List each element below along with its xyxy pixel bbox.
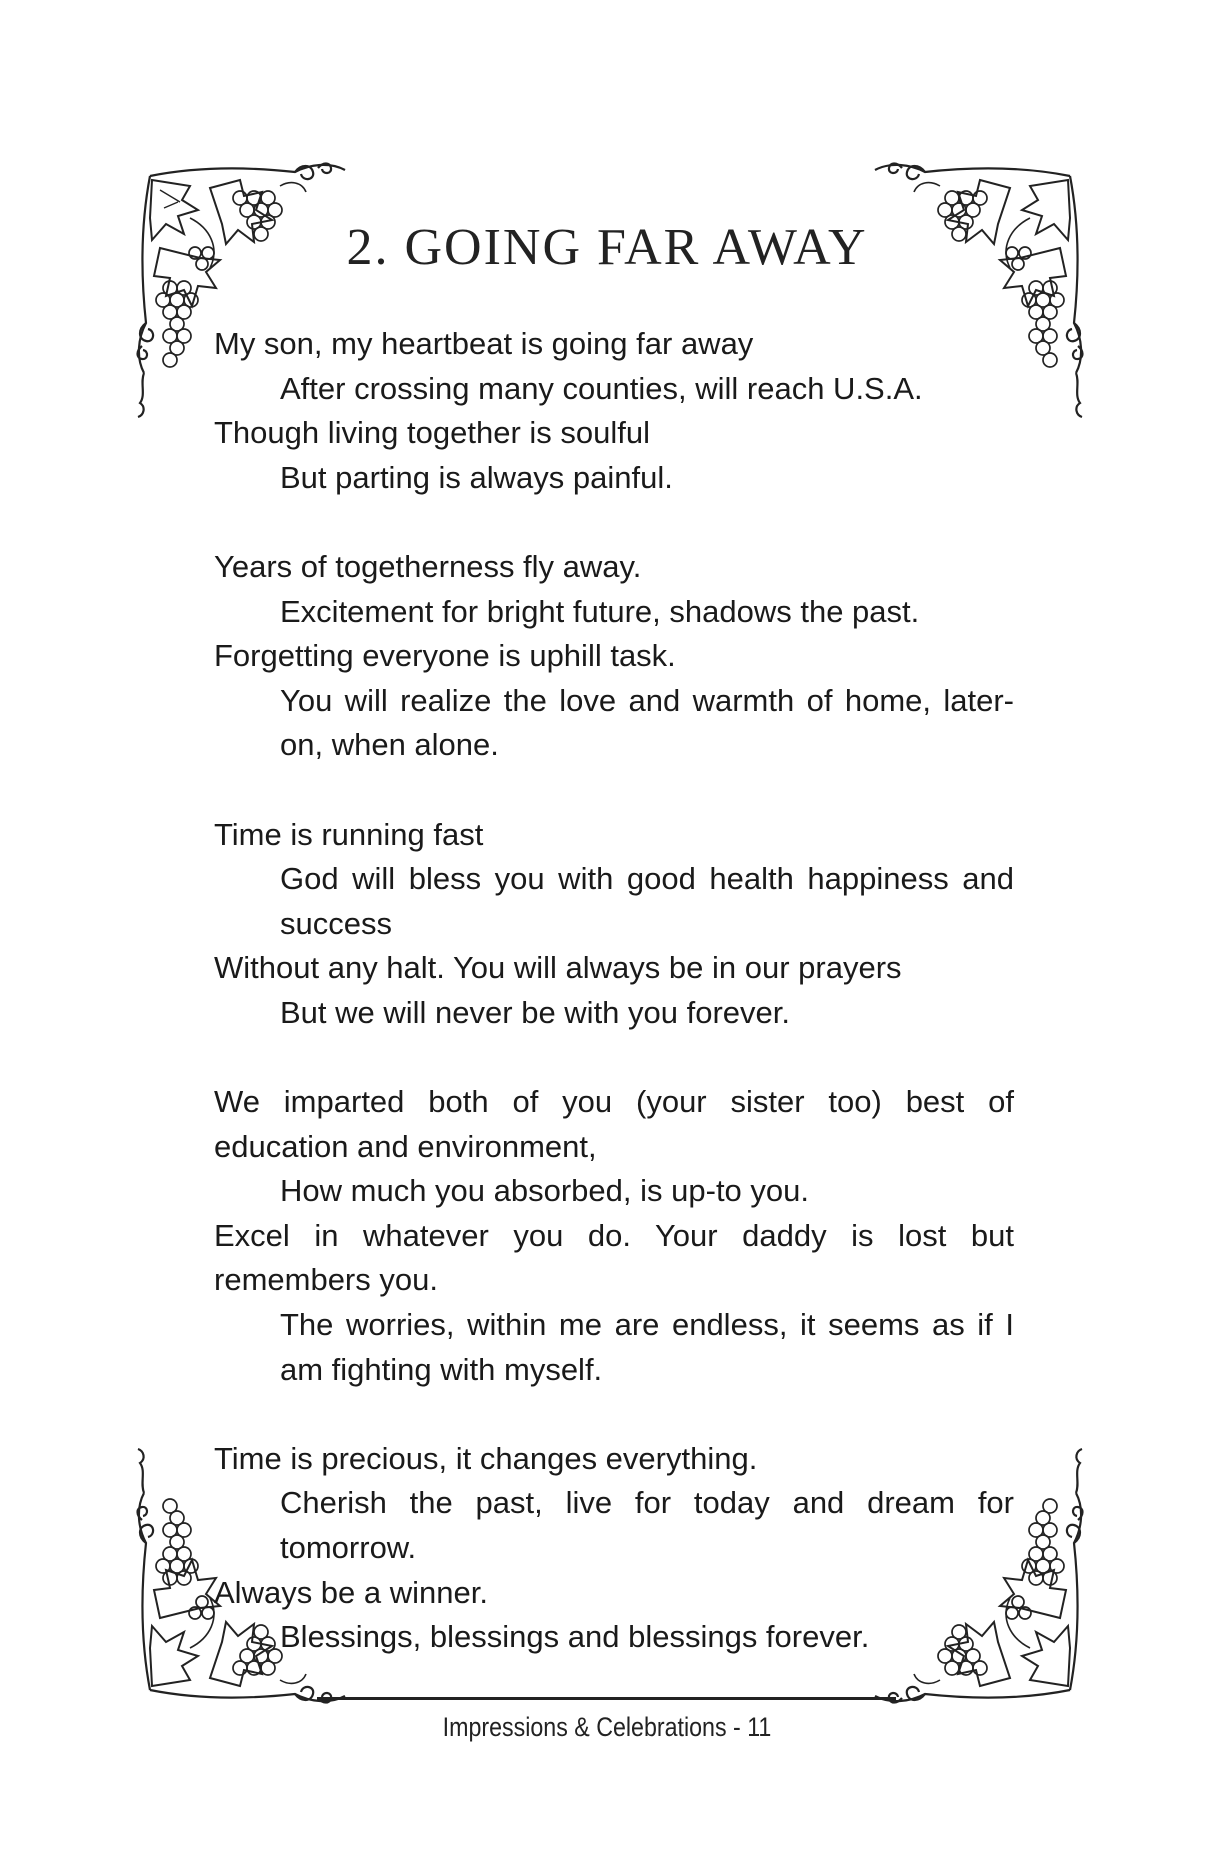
stanza (214, 1080, 1014, 1392)
poem-line: Time is precious, it changes everything. (214, 1440, 758, 1476)
page-title: 2. GOING FAR AWAY (346, 219, 868, 276)
poem-line: Years of togetherness fly away. (214, 548, 642, 584)
poem-line: Forgetting everyone is uphill task. (214, 638, 676, 674)
poem-line: Excitement for bright future, shadows the past. (280, 593, 920, 629)
stanza (214, 813, 1014, 1036)
poem-line: Always be a winner. (214, 1574, 488, 1610)
poem-line: My son, my heartbeat is going far away (214, 326, 754, 361)
stanza (214, 545, 1014, 768)
poem-line: But parting is always painful. (280, 459, 673, 495)
page-footer: Impressions & Celebrations - 11 (442, 1712, 772, 1742)
poem-line: We imparted both of you (your sister too) best of education and environment, (214, 1084, 1014, 1164)
poem-line: Cherish the past, live for today and dream for tomorrow. (280, 1485, 1014, 1566)
poem-line: You will realize the love and warmth of home, later-on, when alone. (280, 682, 1014, 763)
poem-line: God will bless you with good health happiness and success (280, 861, 1014, 941)
poem-line: How much you absorbed, is up-to you. (280, 1173, 809, 1209)
stanza (214, 322, 1014, 500)
footer-divider (317, 1697, 896, 1700)
poem-line: Though living together is soulful (214, 415, 650, 451)
poem-line: Without any halt. You will always be in our prayers (214, 950, 902, 986)
poem-line: Blessings, blessings and blessings forever. (280, 1619, 870, 1655)
poem-line: After crossing many counties, will reach U.S.A. (280, 370, 923, 406)
poem-body (214, 322, 1014, 1660)
poem-line: The worries, within me are endless, it seems as if I am fighting with myself. (280, 1307, 1014, 1387)
stanza (214, 1437, 1014, 1660)
poem-line: Time is running fast (214, 816, 484, 852)
poem-line: Excel in whatever you do. Your daddy is lost but remembers you. (214, 1217, 1014, 1298)
poem-line: But we will never be with you forever. (280, 994, 791, 1030)
